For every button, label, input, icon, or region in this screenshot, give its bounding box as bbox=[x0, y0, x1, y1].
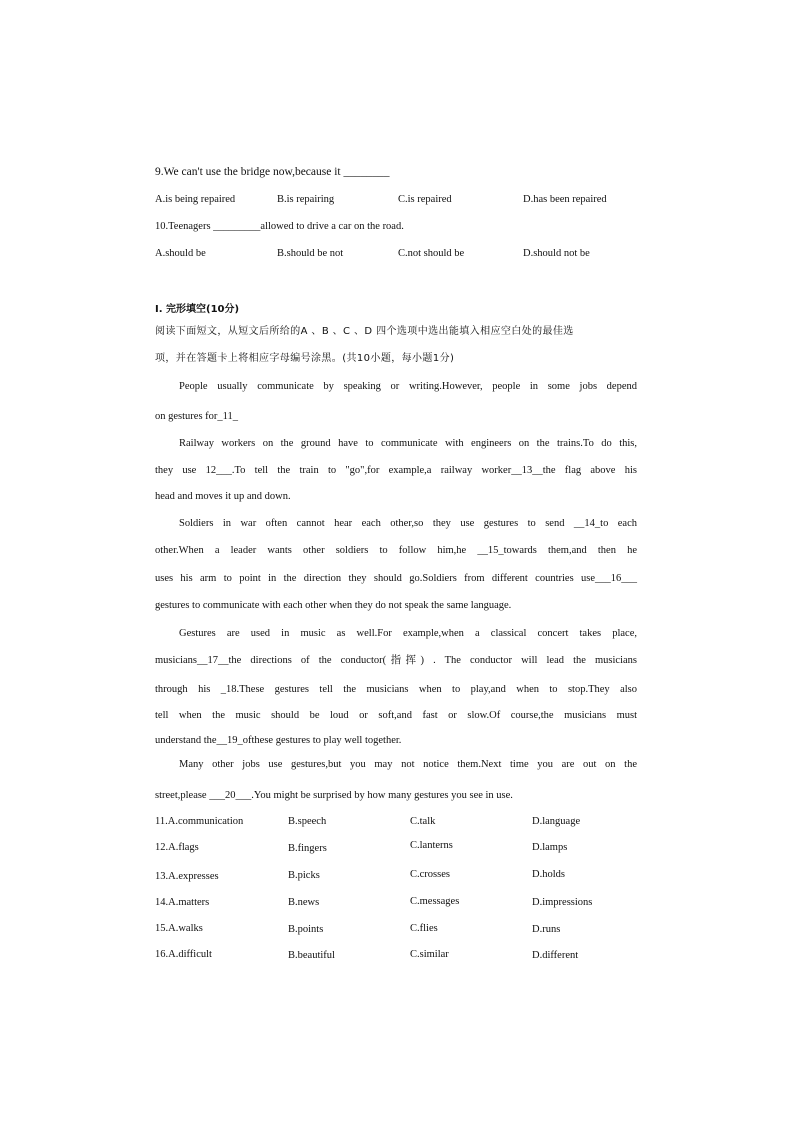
cloze-heading: Ⅰ. 完形填空(10分) bbox=[155, 304, 240, 315]
q14-option-b: B.news bbox=[288, 897, 320, 908]
q12-option-d: D.lamps bbox=[532, 842, 568, 853]
q10-option-d: D.should not be bbox=[523, 248, 590, 259]
passage-line: understand the__19_ofthese gestures to play well together. bbox=[155, 735, 402, 746]
question-9-stem: 9.We can't use the bridge now,because it ________ bbox=[155, 166, 390, 178]
q12-option-b: B.fingers bbox=[288, 843, 327, 854]
passage-line: street,please ___20___.You might be surprised by how many gestures you see in use. bbox=[155, 790, 513, 801]
q10-option-c: C.not should be bbox=[398, 248, 465, 259]
passage-line: Soldiers in war often cannot hear each other,so they use gestures to send __14_to each bbox=[179, 518, 637, 529]
q11-option-a: 11.A.communication bbox=[155, 816, 244, 827]
q11-option-d: D.language bbox=[532, 816, 581, 827]
q9-option-a: A.is being repaired bbox=[155, 194, 236, 205]
q14-option-d: D.impressions bbox=[532, 897, 593, 908]
q11-option-c: C.talk bbox=[410, 816, 436, 827]
passage-line: through his _18.These gestures tell the musicians when to play,and when to stop.They also bbox=[155, 684, 637, 695]
q9-option-d: D.has been repaired bbox=[523, 194, 607, 205]
q15-option-c: C.flies bbox=[410, 923, 438, 934]
cloze-instructions-line-1: 阅读下面短文，从短文后所给的A 、B 、C 、D 四个选项中选出能填入相应空白处的最佳选 bbox=[155, 326, 574, 337]
passage-line: People usually communicate by speaking or writing.However, people in some jobs depend bbox=[179, 381, 637, 392]
passage-line: Railway workers on the ground have to communicate with engineers on the trains.To do this, bbox=[179, 438, 637, 449]
q12-option-a: 12.A.flags bbox=[155, 842, 199, 853]
q14-option-c: C.messages bbox=[410, 896, 460, 907]
q12-option-c: C.lanterns bbox=[410, 840, 453, 851]
passage-line: Many other jobs use gestures,but you may not notice them.Next time you are out on the bbox=[179, 759, 637, 770]
q16-option-c: C.similar bbox=[410, 949, 449, 960]
passage-line: gestures to communicate with each other when they do not speak the same language. bbox=[155, 600, 512, 611]
passage-line: Gestures are used in music as well.For example,when a classical concert takes place, bbox=[179, 628, 637, 639]
passage-line: musicians__17__the directions of the conductor(指挥) . The conductor will lead the musicians bbox=[155, 655, 637, 666]
passage-line: uses his arm to point in the direction they should go.Soldiers from different countries use___16___ bbox=[155, 573, 637, 584]
passage-line: tell when the music should be loud or soft,and fast or slow.Of course,the musicians must bbox=[155, 710, 637, 721]
q16-option-b: B.beautiful bbox=[288, 950, 335, 961]
q9-option-b: B.is repairing bbox=[277, 194, 335, 205]
passage-line: head and moves it up and down. bbox=[155, 491, 291, 502]
passage-line: other.When a leader wants other soldiers to follow him,he __15_towards them,and then he bbox=[155, 545, 637, 556]
q9-option-c: C.is repaired bbox=[398, 194, 452, 205]
cloze-instructions-line-2: 项，并在答题卡上将相应字母编号涂黑。(共10小题，每小题1分) bbox=[155, 353, 455, 364]
q10-option-a: A.should be bbox=[155, 248, 206, 259]
q16-option-a: 16.A.difficult bbox=[155, 949, 212, 960]
question-10-stem: 10.Teenagers _________allowed to drive a car on the road. bbox=[155, 221, 404, 232]
q15-option-b: B.points bbox=[288, 924, 324, 935]
q14-option-a: 14.A.matters bbox=[155, 897, 210, 908]
q15-option-d: D.runs bbox=[532, 924, 561, 935]
passage-line: they use 12___.To tell the train to "go",for example,a railway worker__13__the flag above his bbox=[155, 465, 637, 476]
q15-option-a: 15.A.walks bbox=[155, 923, 203, 934]
q13-option-c: C.crosses bbox=[410, 869, 450, 880]
q11-option-b: B.speech bbox=[288, 816, 327, 827]
q10-option-b: B.should be not bbox=[277, 248, 344, 259]
passage-line: on gestures for_11_ bbox=[155, 411, 239, 422]
q13-option-d: D.holds bbox=[532, 869, 565, 880]
q13-option-b: B.picks bbox=[288, 870, 320, 881]
q16-option-d: D.different bbox=[532, 950, 579, 961]
q13-option-a: 13.A.expresses bbox=[155, 871, 219, 882]
